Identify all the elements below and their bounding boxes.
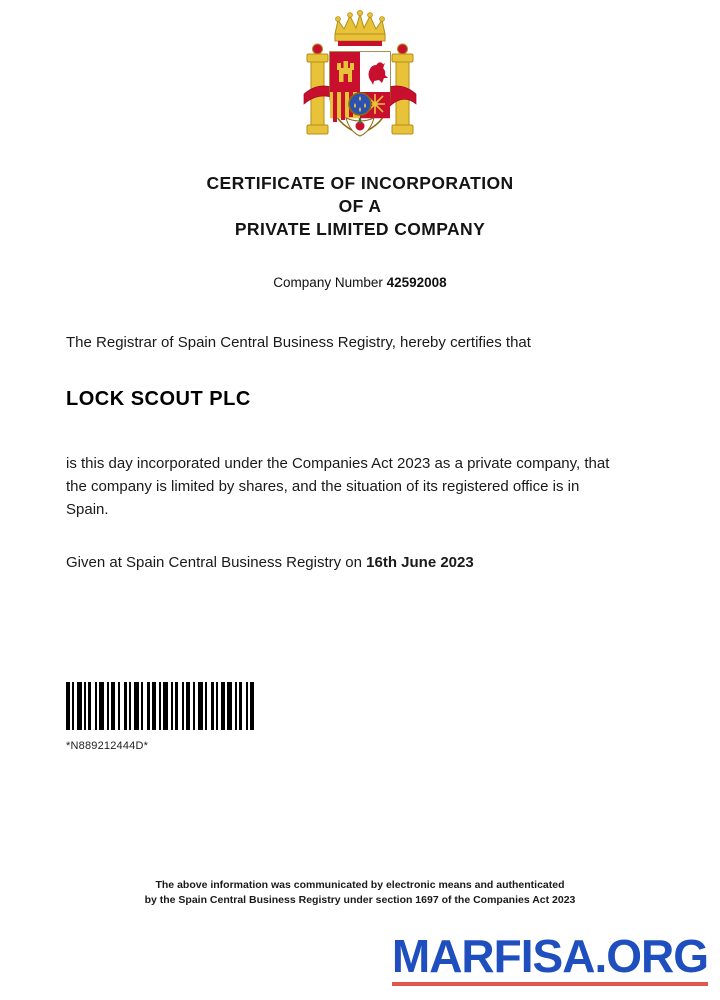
title-line-3: PRIVATE LIMITED COMPANY [234, 219, 486, 239]
given-at-line [66, 552, 626, 573]
title-line-1: CERTIFICATE OF INCORPORATION [206, 173, 514, 193]
registrar-prefix: The Registrar of [66, 334, 178, 351]
footer-line-2: by the Spain Central Business Registry under section 1697 of the Companies Act 2023 [144, 894, 576, 906]
page-title [0, 172, 720, 241]
company-number-label: Company Number [273, 275, 383, 290]
watermark [391, 930, 708, 986]
incorporation-paragraph: is this day incorporated under the Companies Act 2023 as a private company, that the company is limited by shares, and the situation of its registered office is in Spain. [66, 455, 610, 518]
title-line-2: OF A [338, 196, 382, 216]
barcode-label: *N889212444D* [66, 740, 149, 752]
watermark-text-tld: .ORG [594, 930, 708, 982]
coat-of-arms-container [0, 8, 720, 160]
given-at-date: 16th June 2023 [366, 554, 474, 571]
company-number-row [0, 275, 720, 290]
registrar-name: Spain Central Business Registry [177, 334, 392, 351]
registrar-suffix: , hereby certifies that [391, 334, 531, 351]
given-at-prefix: Given at Spain Central Business Registry on [66, 554, 367, 571]
company-name: LOCK SCOUT PLC [66, 388, 251, 410]
watermark-text [391, 930, 708, 982]
footer-note [0, 878, 720, 908]
company-number-value: 42592008 [386, 275, 447, 290]
watermark-underline [392, 982, 708, 986]
footer-line-1: The above information was communicated by electronic means and authenticated [155, 879, 565, 891]
barcode-image [66, 682, 316, 730]
registrar-line [66, 332, 626, 353]
watermark-text-main: MARFISA [391, 930, 595, 982]
coat-of-arms-icon [286, 8, 434, 160]
